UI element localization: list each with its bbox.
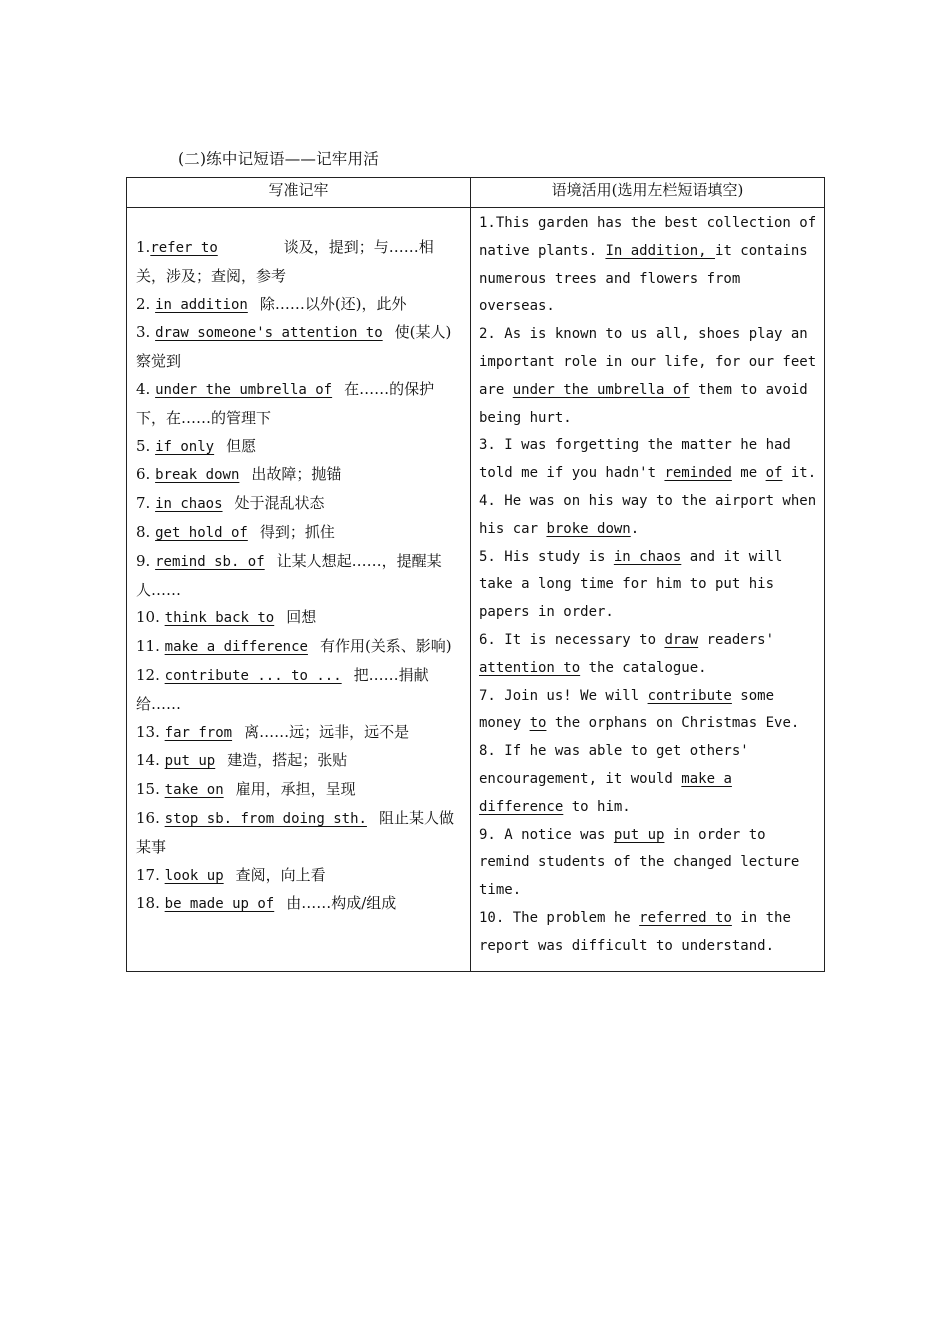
- phrase-meaning: 建造，搭起；张贴: [227, 751, 348, 770]
- phrase-item: [136, 490, 458, 519]
- phrase-answer: contribute ... to ...: [164, 667, 342, 684]
- sentence-text: in the report was difficult to understand.: [479, 909, 791, 954]
- phrase-answer: under the umbrella of: [155, 381, 333, 398]
- phrase-number: 7.: [136, 494, 151, 513]
- phrase-answer: take on: [164, 782, 224, 799]
- phrase-item: [136, 862, 458, 891]
- phrase-meaning: 谈及，提到；与……相关，涉及；查阅，参考: [136, 238, 434, 285]
- phrase-number: 6.: [136, 465, 151, 484]
- sentence-text: .: [630, 520, 640, 537]
- phrase-item: [136, 776, 458, 805]
- sentence-answer: in chaos: [613, 548, 682, 565]
- sentence-answer: put up: [613, 826, 665, 843]
- sentence-item: [479, 432, 818, 488]
- sentence-text: it contains numerous trees and flowers from overseas.: [479, 242, 808, 315]
- phrase-answer: draw someone's attention to: [155, 325, 383, 342]
- phrase-item: [136, 548, 458, 605]
- phrase-answer: get hold of: [155, 524, 248, 541]
- sentence-text: it.: [782, 465, 817, 482]
- phrase-item: [136, 662, 458, 719]
- sentence-answer: of: [765, 465, 783, 482]
- sentence-text: 8. If he was able to get others' encouragement, it would: [479, 743, 749, 787]
- phrase-item: [136, 719, 458, 748]
- sentence-item: [479, 738, 818, 821]
- phrase-answer: remind sb. of: [155, 553, 265, 570]
- sentence-item: [479, 210, 818, 321]
- phrase-answer: look up: [164, 867, 224, 884]
- sentence-text: readers': [698, 631, 775, 648]
- phrase-answer: break down: [155, 467, 240, 484]
- phrase-item: [136, 319, 458, 376]
- phrase-number: 14.: [136, 751, 160, 770]
- phrase-meaning: 把……捐献给……: [136, 665, 429, 713]
- phrase-answer: if only: [155, 438, 215, 455]
- phrase-meaning: 使(某人)察觉到: [136, 323, 452, 371]
- phrase-item: [136, 461, 458, 490]
- phrase-meaning: 有作用(关系、影响): [319, 637, 452, 656]
- sentence-answer: to: [529, 715, 547, 732]
- phrase-number: 4.: [136, 379, 151, 398]
- phrase-meaning: 得到；抓住: [259, 522, 335, 541]
- phrase-meaning: 离……远；远非，远不是: [244, 722, 410, 741]
- phrase-number: 12.: [136, 665, 160, 684]
- sentence-list: [479, 210, 818, 961]
- phrase-table: [126, 177, 825, 972]
- phrase-number: 11.: [136, 637, 160, 656]
- phrase-list: [136, 234, 458, 919]
- sentence-answer: reminded: [664, 465, 732, 482]
- phrase-number: 8.: [136, 522, 151, 541]
- phrase-item: [136, 519, 458, 548]
- phrase-answer: be made up of: [164, 896, 275, 913]
- phrase-number: 16.: [136, 808, 160, 827]
- sentence-answer: contribute: [647, 687, 732, 704]
- phrase-meaning: 但愿: [226, 436, 257, 455]
- phrase-meaning: 查阅，向上看: [235, 865, 326, 884]
- sentence-answer: broke down: [546, 520, 631, 537]
- phrase-number: 3.: [136, 323, 151, 342]
- sentence-item: [479, 683, 818, 739]
- sentence-text: 3. I was forgetting the matter he had told me if you hadn't: [479, 437, 791, 482]
- phrase-answer: refer to: [150, 240, 218, 256]
- phrase-number: 5.: [136, 436, 151, 455]
- phrase-item: [136, 890, 458, 919]
- sentence-text: me: [731, 465, 766, 482]
- col-header-context: 语境活用(选用左栏短语填空): [471, 178, 825, 208]
- sentence-text: the orphans on Christmas Eve.: [546, 715, 800, 732]
- phrase-meaning: 在……的保护下，在……的管理下: [136, 379, 435, 427]
- sentence-item: [479, 488, 818, 544]
- phrase-item: [136, 747, 458, 776]
- sentence-text: and it will take a long time for him to put his papers in order.: [479, 548, 783, 621]
- sentence-text: 7. Join us! We will: [479, 687, 648, 704]
- phrase-number: 13.: [136, 722, 160, 741]
- phrase-item: [136, 234, 458, 291]
- sentence-item: [479, 822, 818, 905]
- phrase-meaning: 让某人想起……，提醒某人……: [136, 551, 442, 599]
- phrase-answer: in addition: [155, 296, 248, 313]
- phrase-number: 17.: [136, 865, 160, 884]
- phrase-item: [136, 291, 458, 320]
- phrase-item: [136, 633, 458, 662]
- sentence-text: the catalogue.: [580, 659, 707, 676]
- sentence-text: 5. His study is: [479, 548, 614, 565]
- sentence-text: 1.This garden has the best collection of native plants.: [479, 215, 817, 259]
- phrase-item: [136, 433, 458, 462]
- sentence-answer: draw: [664, 631, 699, 648]
- phrase-meaning: 由……构成/组成: [286, 894, 397, 913]
- phrase-meaning: 回想: [286, 608, 317, 627]
- table-header-row: [127, 178, 825, 208]
- phrase-answer: in chaos: [155, 496, 223, 513]
- phrase-number: 9.: [136, 551, 151, 570]
- phrase-answer: far from: [164, 724, 233, 741]
- table-body-row: [127, 208, 825, 972]
- sentence-text: some money: [479, 687, 775, 732]
- sentence-text: 10. The problem he: [479, 909, 640, 926]
- sentence-list-cell: [471, 208, 825, 972]
- phrase-meaning: 除……以外(还)，此外: [259, 294, 407, 313]
- phrase-answer: think back to: [164, 610, 275, 627]
- sentence-item: [479, 627, 818, 683]
- sentence-text: to him.: [563, 798, 631, 815]
- phrase-answer: put up: [164, 753, 216, 770]
- sentence-answer: under the umbrella of: [512, 381, 690, 398]
- phrase-number: 15.: [136, 780, 160, 799]
- phrase-meaning: 出故障；抛锚: [251, 465, 342, 484]
- phrase-item: [136, 376, 458, 433]
- sentence-text: them to avoid being hurt.: [479, 381, 808, 426]
- sentence-text: in order to remind students of the changed lecture time.: [479, 826, 800, 899]
- sentence-text: 4. He was on his way to the airport when his car: [479, 492, 817, 537]
- phrase-number: 18.: [136, 894, 160, 913]
- sentence-answer: attention to: [479, 659, 581, 676]
- col-header-memorize: 写准记牢: [127, 178, 471, 208]
- phrase-item: [136, 604, 458, 633]
- sentence-answer: referred to: [639, 909, 732, 926]
- phrase-number: 10.: [136, 608, 160, 627]
- sentence-item: [479, 321, 818, 432]
- sentence-text: 2. As is known to us all, shoes play an important role in our life, for our feet are: [479, 326, 817, 398]
- sentence-item: [479, 905, 818, 961]
- phrase-number: 2.: [136, 294, 151, 313]
- section-heading: (二)练中记短语——记牢用活: [178, 150, 379, 168]
- phrase-answer: stop sb. from doing sth.: [164, 810, 367, 827]
- phrase-meaning: 处于混乱状态: [234, 494, 325, 513]
- phrase-number: 1.: [136, 238, 151, 256]
- sentence-answer: make a difference: [479, 770, 732, 815]
- phrase-meaning: 阻止某人做某事: [136, 808, 454, 856]
- sentence-answer: In addition,: [605, 242, 716, 259]
- sentence-text: 9. A notice was: [479, 826, 614, 843]
- phrase-answer: make a difference: [164, 639, 308, 656]
- sentence-item: [479, 544, 818, 627]
- phrase-meaning: 雇用，承担，呈现: [235, 780, 356, 799]
- phrase-list-cell: [127, 208, 471, 972]
- phrase-item: [136, 805, 458, 862]
- sentence-text: 6. It is necessary to: [479, 631, 665, 648]
